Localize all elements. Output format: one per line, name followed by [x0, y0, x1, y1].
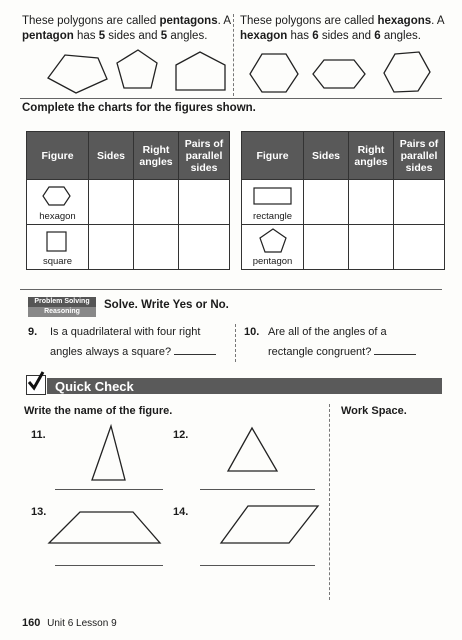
item-number-14: 14.: [173, 506, 189, 518]
col-figure: Figure: [242, 132, 304, 180]
badge-bottom: Reasoning: [28, 307, 96, 317]
chart-instruction: Complete the charts for the figures shown.: [22, 102, 256, 114]
badge-top: Problem Solving: [34, 298, 90, 305]
hexagon-intro: These polygons are called hexagons. A hexagon has 6 sides and 6 angles.: [240, 15, 444, 42]
figure-13-trapezoid: [49, 512, 160, 543]
problem-solving-instruction: Solve. Write Yes or No.: [104, 299, 229, 311]
col-parallel: Pairs of parallel sides: [394, 132, 445, 180]
question-number: 10.: [244, 326, 260, 338]
figure-label: rectangle: [252, 211, 293, 222]
quick-check-instruction: Write the name of the figure.: [24, 405, 173, 417]
col-figure: Figure: [27, 132, 89, 180]
answer-line-11[interactable]: [55, 489, 163, 490]
figure-14-parallelogram: [221, 506, 318, 543]
question-line: angles always a square?: [50, 346, 172, 358]
page-footer: [22, 617, 117, 629]
answer-line-14[interactable]: [200, 565, 315, 566]
pentagon-intro: These polygons are called pentagons. A pentagon has 5 sides and 5 angles.: [22, 15, 231, 42]
col-sides: Sides: [304, 132, 349, 180]
work-space-label: Work Space.: [341, 405, 407, 417]
figure-12-triangle: [228, 428, 277, 471]
item-number-12: 12.: [173, 429, 189, 441]
answer-line-12[interactable]: [200, 489, 315, 490]
figure-label: pentagon: [252, 256, 293, 267]
question-line: Are all of the angles of a: [268, 326, 387, 338]
answer-line-13[interactable]: [55, 565, 163, 566]
col-right-angles: Right angles: [349, 132, 394, 180]
question-number: 9.: [28, 326, 38, 338]
figure-11-triangle: [92, 426, 125, 480]
figure-label: hexagon: [39, 211, 76, 222]
figure-label: square: [42, 256, 73, 267]
quick-check-title: Quick Check: [55, 379, 134, 394]
col-right-angles: Right angles: [134, 132, 179, 180]
col-sides: Sides: [89, 132, 134, 180]
item-number-13: 13.: [31, 506, 47, 518]
question-line: rectangle congruent?: [268, 346, 372, 358]
page-number: 160: [22, 617, 41, 629]
question-line: Is a quadrilateral with four right: [50, 326, 201, 338]
lesson-label: Unit 6 Lesson 9: [47, 618, 117, 629]
item-number-11: 11.: [31, 429, 46, 441]
col-parallel: Pairs of parallel sides: [179, 132, 230, 180]
